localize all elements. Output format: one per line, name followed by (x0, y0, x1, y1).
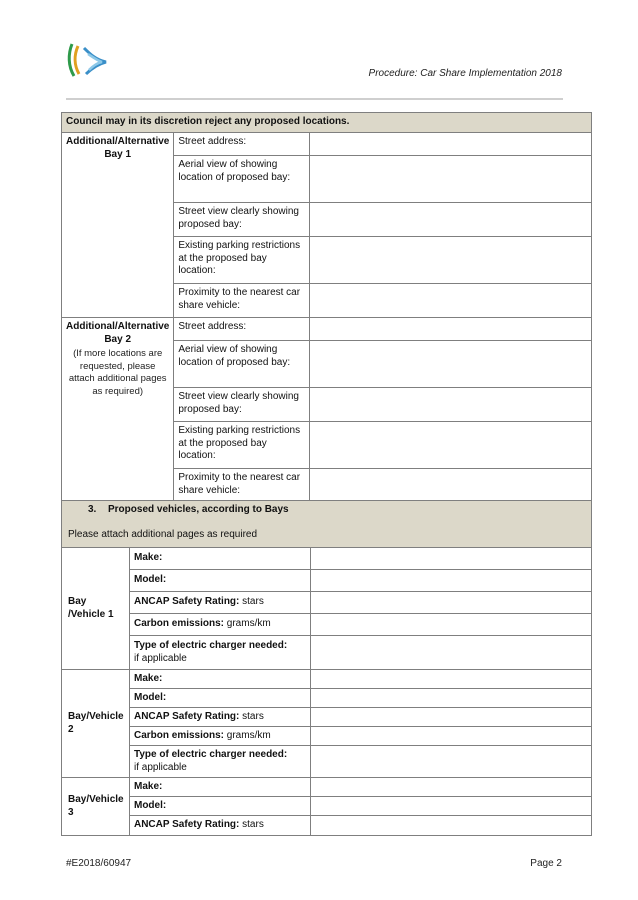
field-label: Proximity to the nearest car share vehicle: (174, 469, 309, 503)
vehicle-1-label: Bay /Vehicle 1 (62, 548, 130, 670)
proximity-input-bay-1[interactable] (309, 284, 592, 318)
field-label: Proximity to the nearest car share vehicle: (174, 284, 309, 318)
header-divider (66, 98, 563, 100)
model-input-vehicle-2[interactable] (310, 689, 591, 708)
ancap-input-vehicle-2[interactable] (310, 708, 591, 727)
field-label: Existing parking restrictions at the proposed bay location: (174, 237, 309, 284)
vehicle-2-label: Bay/Vehicle 2 (62, 670, 130, 778)
vehicle-3-label: Bay/Vehicle 3 (62, 778, 130, 836)
street-address-input-bay-1[interactable] (309, 133, 592, 156)
section-3-subtitle: Please attach additional pages as required (68, 528, 258, 540)
field-label: Carbon emissions: grams/km (129, 727, 310, 746)
field-label: Model: (129, 689, 310, 708)
field-label: Aerial view of showing location of proposed bay: (174, 156, 309, 203)
field-label: Street address: (174, 318, 309, 341)
field-label: Carbon emissions: grams/km (129, 614, 310, 636)
make-input-vehicle-2[interactable] (310, 670, 591, 689)
street-address-input-bay-2[interactable] (309, 318, 592, 341)
street-view-input-bay-1[interactable] (309, 203, 592, 237)
emissions-input-vehicle-1[interactable] (310, 614, 591, 636)
street-view-input-bay-2[interactable] (309, 388, 592, 422)
make-input-vehicle-3[interactable] (310, 778, 591, 797)
field-label: Type of electric charger needed: if applicable (129, 636, 310, 670)
charger-input-vehicle-1[interactable] (310, 636, 591, 670)
field-label: ANCAP Safety Rating: stars (129, 708, 310, 727)
make-input-vehicle-1[interactable] (310, 548, 591, 570)
field-label: Street view clearly showing proposed bay: (174, 203, 309, 237)
parking-restrictions-input-bay-2[interactable] (309, 422, 592, 469)
charger-input-vehicle-2[interactable] (310, 746, 591, 778)
parking-restrictions-input-bay-1[interactable] (309, 237, 592, 284)
field-label: Street view clearly showing proposed bay: (174, 388, 309, 422)
section-3-heading: 3. Proposed vehicles, according to Bays Please attach additional pages as required (62, 501, 592, 548)
ancap-input-vehicle-3[interactable] (310, 816, 591, 836)
field-label: ANCAP Safety Rating: stars (129, 592, 310, 614)
field-label: Street address: (174, 133, 309, 156)
council-logo (66, 40, 110, 80)
bay-2-note: (If more locations are requested, please attach additional pages as required) (68, 348, 167, 397)
model-input-vehicle-1[interactable] (310, 570, 591, 592)
field-label: Aerial view of showing location of proposed bay: (174, 341, 309, 388)
document-reference: #E2018/60947 (66, 858, 132, 869)
bay-locations-table (61, 112, 592, 503)
field-label: Make: (129, 548, 310, 570)
bay-2-label: Additional/Alternative Bay 2 (If more locations are requested, please attach additional pages as required) (62, 318, 174, 503)
field-label: Model: (129, 797, 310, 816)
ancap-input-vehicle-1[interactable] (310, 592, 591, 614)
aerial-view-input-bay-1[interactable] (309, 156, 592, 203)
proximity-input-bay-2[interactable] (309, 469, 592, 503)
emissions-input-vehicle-2[interactable] (310, 727, 591, 746)
bay-1-label: Additional/Alternative Bay 1 (62, 133, 174, 318)
table-heading: Council may in its discretion reject any proposed locations. (62, 113, 592, 133)
page-number: Page 2 (530, 858, 562, 869)
document-title: Procedure: Car Share Implementation 2018 (368, 68, 562, 79)
aerial-view-input-bay-2[interactable] (309, 341, 592, 388)
model-input-vehicle-3[interactable] (310, 797, 591, 816)
field-label: Existing parking restrictions at the proposed bay location: (174, 422, 309, 469)
field-label: Make: (129, 670, 310, 689)
field-label: Type of electric charger needed: if applicable (129, 746, 310, 778)
field-label: Model: (129, 570, 310, 592)
field-label: Make: (129, 778, 310, 797)
field-label: ANCAP Safety Rating: stars (129, 816, 310, 836)
vehicles-table (61, 500, 592, 836)
